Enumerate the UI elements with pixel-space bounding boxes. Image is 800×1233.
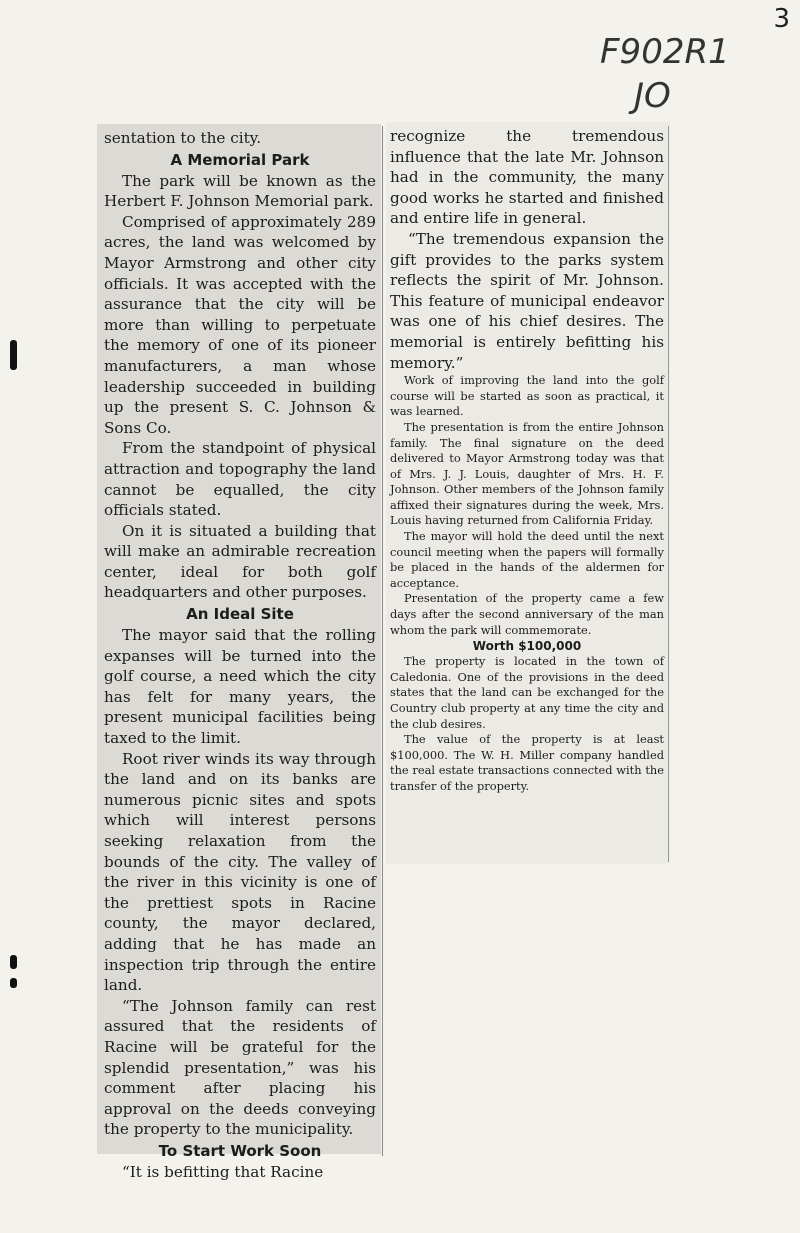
paragraph: “The tremendous expansion the gift provides to the parks system reflects the spirit of Mr. Johnson. This feature of municipal endeavor was one of his chief desires. The memorial is entirely befitting his memory.” bbox=[390, 229, 664, 372]
section-heading: An Ideal Site bbox=[186, 605, 294, 624]
paragraph: Work of improving the land into the golf course will be started as soon as practical, it was learned. bbox=[390, 373, 664, 419]
paragraph: From the standpoint of physical attraction and topography the land cannot be equalled, the city officials stated. bbox=[104, 439, 376, 520]
paragraph: Root river winds its way through the land and on its banks are numerous picnic sites and spots which will interest persons seeking relaxation from the bounds of the city. The valley of the river in this vicinity is one of the prettiest spots in Racine county, the mayor declared, adding that he has made an inspection trip through the entire land. bbox=[104, 749, 376, 995]
punch-hole-mark bbox=[10, 978, 17, 988]
paragraph: The presentation is from the entire Johnson family. The final signature on the deed delivered to Mayor Armstrong today was that of Mrs. J. J. Louis, daughter of Mrs. H. F. Johnson. Other members of the Johnson family affixed their signatures during the week, Mrs. Louis having returned from California Friday. bbox=[390, 419, 664, 528]
article-left-column bbox=[104, 128, 376, 1183]
paragraph: sentation to the city. bbox=[104, 129, 262, 147]
column-rule-right bbox=[668, 126, 669, 862]
paragraph: The mayor will hold the deed until the next council meeting when the papers will formally be placed in the hands of the aldermen for acceptance. bbox=[390, 529, 664, 590]
handwritten-line-2: JO bbox=[634, 76, 671, 116]
paragraph: The mayor said that the rolling expanses will be turned into the golf course, a need which the city has felt for many years, the present municipal facilities being taxed to the limit. bbox=[104, 626, 376, 748]
handwritten-note bbox=[600, 30, 730, 118]
paragraph: The property is located in the town of Caledonia. One of the provisions in the deed states that the land can be exchanged for the Country club property at any time the city and the club desires. bbox=[390, 654, 664, 731]
column-rule bbox=[382, 126, 383, 1156]
section-heading: To Start Work Soon bbox=[158, 1141, 322, 1160]
section-heading: A Memorial Park bbox=[170, 150, 310, 169]
punch-hole-mark bbox=[10, 340, 17, 370]
small-type-block bbox=[390, 373, 664, 794]
paragraph: “The Johnson family can rest assured that the residents of Racine will be grateful for the splendid presentation,” was his comment after placing his approval on the deeds conveying the property to the municipality. bbox=[104, 996, 376, 1139]
paragraph: On it is situated a building that will make an admirable recreation center, ideal for both golf headquarters and other purposes. bbox=[104, 521, 376, 602]
handwritten-line-1: F902R1 bbox=[600, 32, 730, 72]
paragraph: Presentation of the property came a few days after the second anniversary of the man whom the park will commemorate. bbox=[390, 591, 664, 637]
punch-hole-mark bbox=[10, 955, 17, 969]
paragraph: recognize the tremendous influence that the late Mr. Johnson had in the community, the many good works he started and finished and entire life in general. bbox=[390, 127, 664, 228]
section-heading: Worth $100,000 bbox=[472, 639, 582, 654]
page-number: 3 bbox=[773, 4, 790, 34]
article-right-column bbox=[390, 126, 664, 795]
paragraph: The park will be known as the Herbert F. Johnson Memorial park. bbox=[104, 171, 376, 211]
paragraph: “It is befitting that Racine bbox=[122, 1162, 324, 1181]
paragraph: The value of the property is at least $100,000. The W. H. Miller company handled the real estate transactions connected with the transfer of the property. bbox=[390, 732, 664, 793]
paragraph: Comprised of approximately 289 acres, the land was welcomed by Mayor Armstrong and other city officials. It was accepted with the assurance that the city will be more than willing to perpetuate the memory of one of its pioneer manufacturers, a man whose leadership succeeded in building up the present S. C. Johnson & Sons Co. bbox=[104, 212, 376, 437]
